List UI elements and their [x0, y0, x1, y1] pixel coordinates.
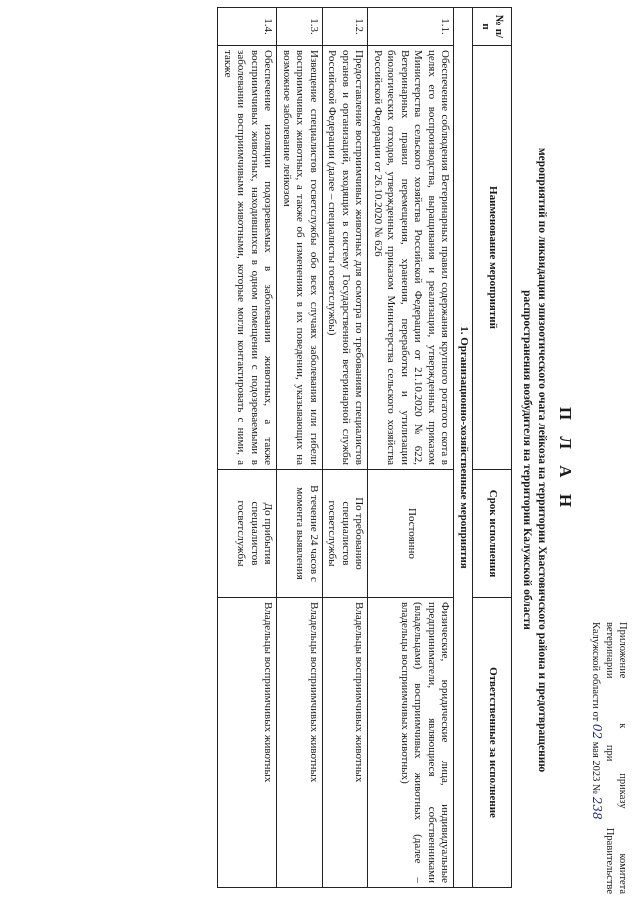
table-row	[277, 8, 323, 888]
row-responsible: Владельцы восприимчивых животных	[277, 598, 323, 888]
header-responsible: Ответственные за исполнение	[473, 598, 512, 888]
plan-table	[218, 7, 513, 888]
plan-subtitle-line-1: мероприятий по ликвидации эпизоотического очага лейкоза на территории Хвастовичского района и предотвращению	[536, 147, 548, 773]
appendix-line-1: Приложение к приказу комитета	[617, 622, 628, 894]
row-term: По требованию специалистов госветслужбы	[323, 470, 369, 598]
header-term: Срок исполнения	[473, 470, 512, 598]
row-responsible: Владельцы восприимчивых животных	[323, 598, 369, 888]
row-term: В течение 24 часов с момента выявления	[277, 470, 323, 598]
appendix-line-2: ветеринарии при Правительстве	[604, 622, 615, 894]
handwritten-day: 02	[590, 723, 604, 740]
title-block	[519, 60, 575, 860]
header-name: Наименование мероприятий	[473, 46, 512, 470]
row-activity: Обеспечение соблюдения Ветеринарных правил содержания крупного рогатого скота в целях его воспроизводства, выращивания и реализации, утвержденных приказом Министерства сельского хозяйства Российской Федерации от 21.10.2020 № 622, Ветеринарных правил перемещения, хранения, переработки и утилизации биологических отходов, утвержденных приказом Министерства сельского хозяйства Российской Федерации от 26.10.2020 № 626	[368, 46, 454, 470]
handwritten-order-number: 238	[590, 796, 604, 820]
section-row	[454, 8, 473, 888]
row-number: 1.1.	[368, 8, 454, 46]
section-title: 1. Организационно-хозяйственные мероприятия	[454, 8, 473, 888]
plan-subtitle	[519, 60, 549, 860]
row-responsible: Физические, юридические лица, индивидуальные предприниматели, являющиеся собственниками (владельцами) восприимчивых животных (далее – владельцы восприимчивых животных)	[368, 598, 454, 888]
table-row	[368, 8, 454, 888]
row-number: 1.4.	[218, 8, 277, 46]
row-number: 1.3.	[277, 8, 323, 46]
row-activity: Извещение специалистов госветслужбы обо всех случаях заболевания или гибели восприимчивых животных, а также об изменениях в их поведении, указывающих на возможное заболевание лейкозом	[277, 46, 323, 470]
plan-subtitle-line-2: распространения возбудителя на территории Калужской области	[521, 290, 533, 630]
table-row	[218, 8, 277, 888]
row-term: Постоянно	[368, 470, 454, 598]
appendix-date-prefix: Калужской области от	[590, 622, 601, 724]
appendix-line-3	[589, 622, 603, 894]
row-term: До прибытия специалистов госветслужбы	[218, 470, 277, 598]
appendix-month-year: мая 2023 №	[590, 739, 601, 797]
row-number: 1.2.	[323, 8, 369, 46]
plan-title: П Л А Н	[556, 406, 575, 514]
row-activity: Предоставление восприимчивых животных для осмотра по требованиям специалистов органов и организаций, входящих в систему Государственной ветеринарной службы Российской Федерации (далее – специалисты госветслужбы)	[323, 46, 369, 470]
row-activity: Обеспечение изоляции подозреваемых в заболевании животных, а также восприимчивых животных, находившихся в одном помещении с подозреваемыми в заболевании восприимчивыми животными, которые могли контактировать с ними, а также	[218, 46, 277, 470]
table-row	[323, 8, 369, 888]
row-responsible: Владельцы восприимчивых животных	[218, 598, 277, 888]
table-header-row	[473, 8, 512, 888]
header-num: № п/п	[473, 8, 512, 46]
appendix-note	[589, 622, 629, 894]
